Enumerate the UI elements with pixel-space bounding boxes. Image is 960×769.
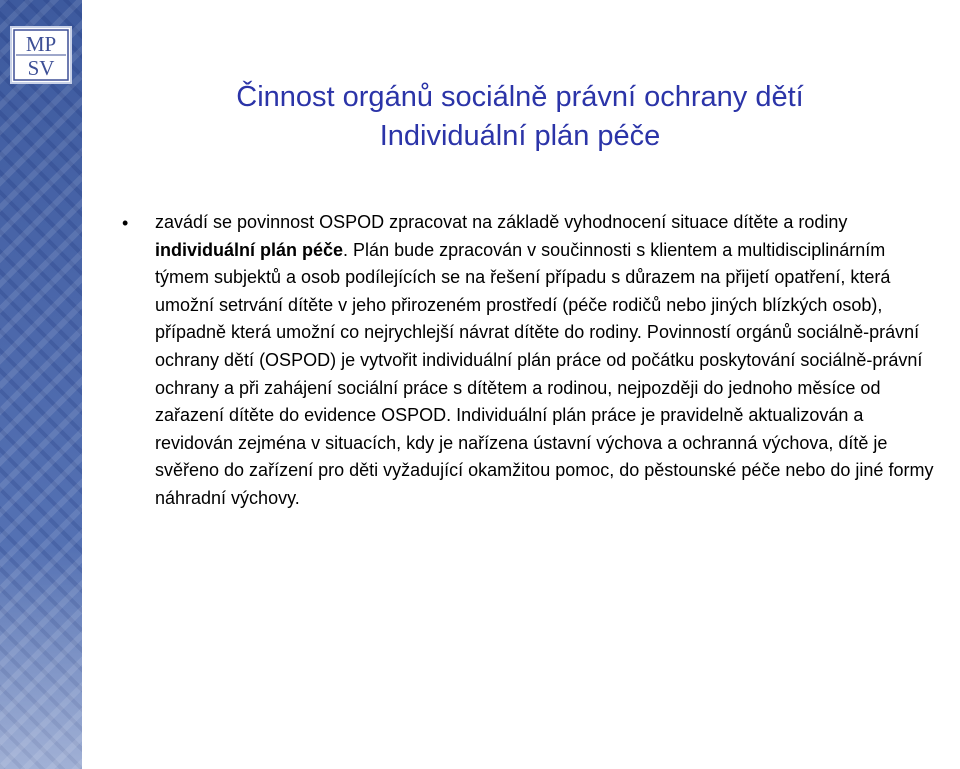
sidebar-fade (0, 549, 82, 769)
title-line-1: Činnost orgánů sociálně právní ochrany dětí (236, 81, 804, 113)
mpsv-logo (10, 26, 72, 84)
bullet-text (155, 209, 942, 513)
title-line-2: Individuální plán péče (379, 120, 661, 152)
logo-text-bottom: SV (27, 56, 55, 80)
bullet-list (122, 209, 942, 513)
bullet-text-intro: zavádí se povinnost OSPOD zpracovat na základě vyhodnocení situace dítěte a rodiny (155, 212, 848, 232)
bullet-text-rest: . Plán bude zpracován v součinnosti s klientem a multidisciplinárním týmem subjektů a osob podílejících se na řešení případu s důrazem na přijetí opatření, která umožní setrvání dítěte v jeho přirozeném prostředí (péče rodičů nebo jiných blízkých osob), případně která umožní co nejrychlejší návrat dítěte do rodiny. Povinností orgánů sociálně-právní ochrany dětí (OSPOD) je vytvořit individuální plán práce od počátku poskytování sociálně-právní ochrany a při zahájení sociální práce s dítětem a rodinou, nejpozději do jednoho měsíce od zařazení dítěte do evidence OSPOD. Individuální plán práce je pravidelně aktualizován a revidován zejména v situacích, kdy je nařízena ústavní výchova a ochranná výchova, dítě je svěřeno do zařízení pro děti vyžadující okamžitou pomoc, do pěstounské péče nebo do jiné formy náhradní výchovy. (155, 239, 934, 508)
slide-title (100, 78, 940, 156)
logo-text-top: MP (25, 32, 57, 56)
decorative-sidebar (0, 0, 82, 769)
mpsv-logo-icon (12, 28, 70, 82)
bullet-text-bold: individuální plán péče (155, 239, 344, 260)
bullet-marker: • (122, 213, 129, 233)
